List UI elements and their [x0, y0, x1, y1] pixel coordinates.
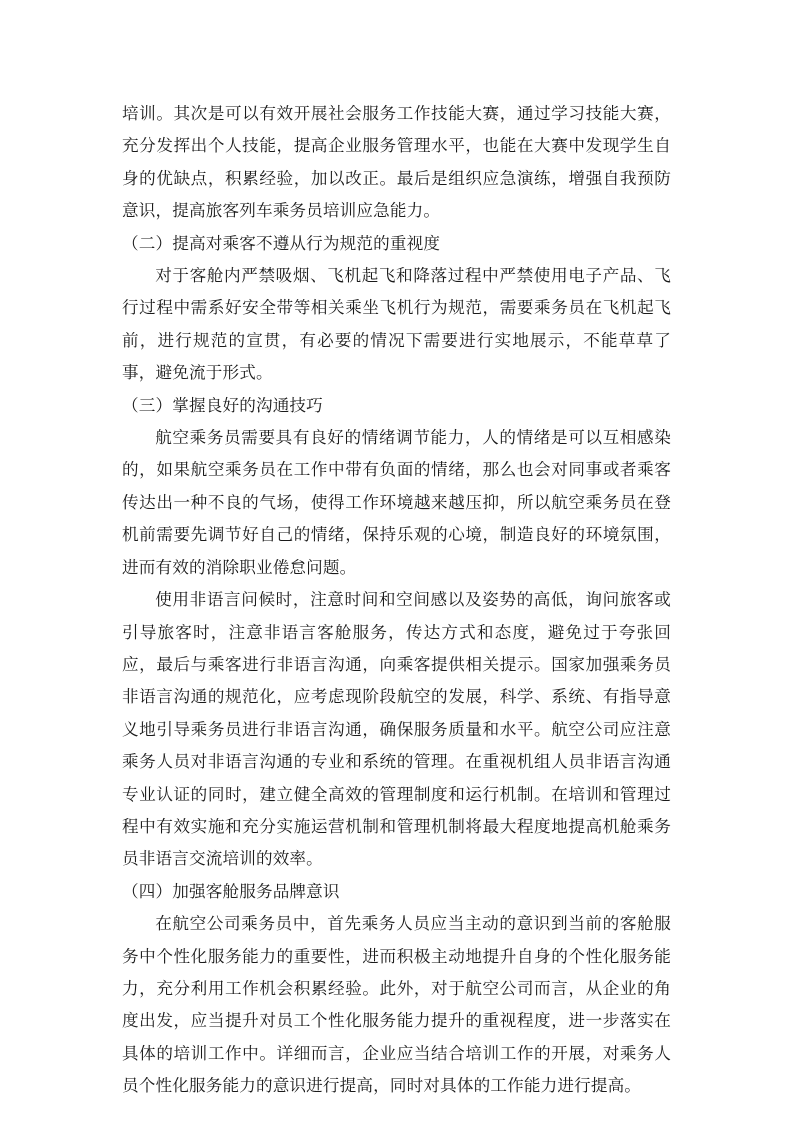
body-paragraph: 在航空公司乘务员中，首先乘务人员应当主动的意识到当前的客舱服务中个性化服务能力的重要性，进而积极主动地提升自身的个性化服务能力，充分利用工作机会积累经验。此外，对于航空公司而言，从企业的角度出发，应当提升对员工个性化服务能力提升的重视程度，进一步落实在具体的培训工作中。详细而言，企业应当结合培训工作的开展，对乘务人员个性化服务能力的意识进行提高，同时对具体的工作能力进行提高。 — [122, 914, 671, 1096]
section-heading: （二）提高对乘客不遵从行为规范的重视度 — [122, 233, 441, 253]
section-heading: （四）加强客舱服务品牌意识 — [122, 881, 340, 901]
document-body — [122, 98, 671, 1103]
body-paragraph: 航空乘务员需要具有良好的情绪调节能力，人的情绪是可以互相感染的，如果航空乘务员在工作中带有负面的情绪，那么也会对同事或者乘客传达出一种不良的气场，使得工作环境越来越压抑，所以航空乘务员在登机前需要先调节好自己的情绪，保持乐观的心境，制造良好的环境氛围，进而有效的消除职业倦怠问题。 — [122, 428, 671, 577]
body-paragraph: 使用非语言问候时，注意时间和空间感以及姿势的高低，询问旅客或引导旅客时，注意非语言客舱服务，传达方式和态度，避免过于夸张回应，最后与乘客进行非语言沟通，向乘客提供相关提示。国家加强乘务员非语言沟通的规范化，应考虑现阶段航空的发展，科学、系统、有指导意义地引导乘务员进行非语言沟通，确保服务质量和水平。航空公司应注意乘务人员对非语言沟通的专业和系统的管理。在重视机组人员非语言沟通专业认证的同时，建立健全高效的管理制度和运行机制。在培训和管理过程中有效实施和充分实施运营机制和管理机制将最大程度地提高机舱乘务员非语言交流培训的效率。 — [122, 590, 671, 869]
body-paragraph: 培训。其次是可以有效开展社会服务工作技能大赛，通过学习技能大赛，充分发挥出个人技能，提高企业服务管理水平，也能在大赛中发现学生自身的优缺点，积累经验，加以改正。最后是组织应急演练，增强自我预防意识，提高旅客列车乘务员培训应急能力。 — [122, 104, 671, 221]
body-paragraph: 对于客舱内严禁吸烟、飞机起飞和降落过程中严禁使用电子产品、飞行过程中需系好安全带等相关乘坐飞机行为规范，需要乘务员在飞机起飞前，进行规范的宣贯，有必要的情况下需要进行实地展示，不能草草了事，避免流于形式。 — [122, 266, 671, 383]
section-heading: （三）掌握良好的沟通技巧 — [122, 395, 323, 415]
